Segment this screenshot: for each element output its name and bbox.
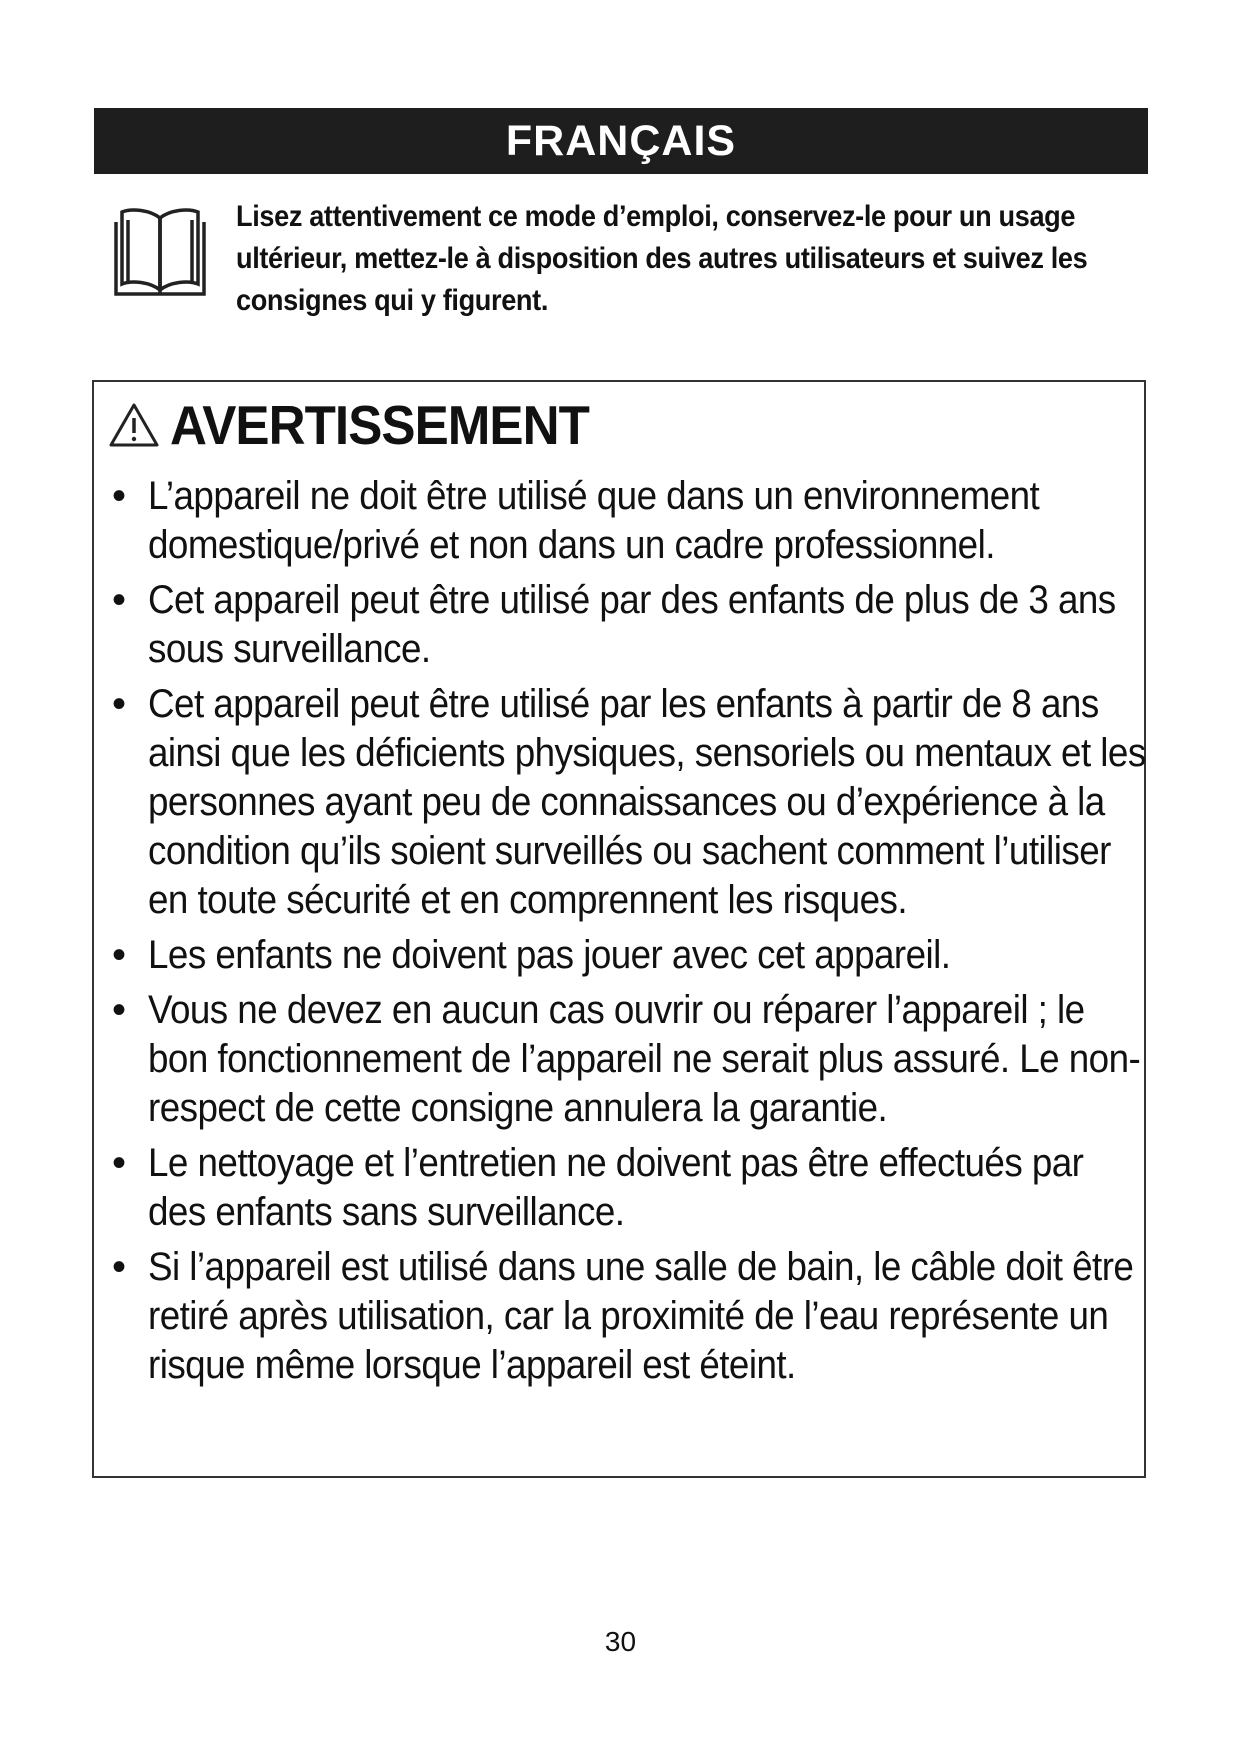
intro-section (110, 196, 1150, 326)
warning-item (110, 931, 1130, 980)
bullet-icon: • (112, 1245, 126, 1289)
warning-item (110, 1139, 1130, 1237)
warning-item-text: Les enfants ne doivent pas jouer avec cet appareil. (148, 933, 951, 977)
warning-list (110, 472, 1146, 1396)
warning-item (110, 680, 1146, 925)
warning-title: AVERTISSEMENT (170, 394, 589, 456)
warning-triangle-icon (108, 402, 160, 448)
page-number: 30 (604, 1626, 637, 1657)
book-icon (110, 204, 210, 300)
language-header (94, 108, 1148, 174)
warning-item-text: Cet appareil peut être utilisé par les enfants à partir de 8 ans ainsi que les déficients physiques, sensoriels ou mentaux et les personnes ayant peu de connaissances ou d’expérience à la condition qu’ils soient surveillés ou sachent comment l’utiliser en toute sécurité et en comprennent les risques. (148, 682, 1146, 922)
bullet-icon: • (112, 578, 126, 622)
bullet-icon: • (112, 988, 126, 1032)
warning-box (92, 380, 1146, 1478)
bullet-icon: • (112, 474, 126, 518)
language-title: FRANÇAIS (505, 116, 737, 165)
warning-item (110, 1243, 1134, 1390)
warning-item-text: Si l’appareil est utilisé dans une salle de bain, le câble doit être retiré après utilisation, car la proximité de l’eau représente un risque même lorsque l’appareil est éteint. (148, 1245, 1134, 1387)
bullet-icon: • (112, 933, 126, 977)
warning-item-text: L’appareil ne doit être utilisé que dans un environnement domestique/privé et non dans un cadre professionnel. (148, 474, 1040, 567)
warning-item (110, 576, 1130, 674)
warning-item (110, 986, 1141, 1133)
warning-item-text: Le nettoyage et l’entretien ne doivent pas être effectués par des enfants sans surveillance. (148, 1141, 1084, 1234)
intro-text: Lisez attentivement ce mode d’emploi, conservez-le pour un usage ultérieur, mettez-le à disposition des autres utilisateurs et suivez les consignes qui y figurent. (236, 200, 1088, 317)
warning-item-text: Vous ne devez en aucun cas ouvrir ou réparer l’appareil ; le bon fonctionnement de l’appareil ne serait plus assuré. Le non-respect de cette consigne annulera la garantie. (148, 988, 1141, 1130)
bullet-icon: • (112, 1141, 126, 1185)
warning-heading (108, 390, 620, 460)
warning-item (110, 472, 1130, 570)
bullet-icon: • (112, 682, 126, 726)
warning-item-text: Cet appareil peut être utilisé par des enfants de plus de 3 ans sous surveillance. (148, 578, 1116, 671)
